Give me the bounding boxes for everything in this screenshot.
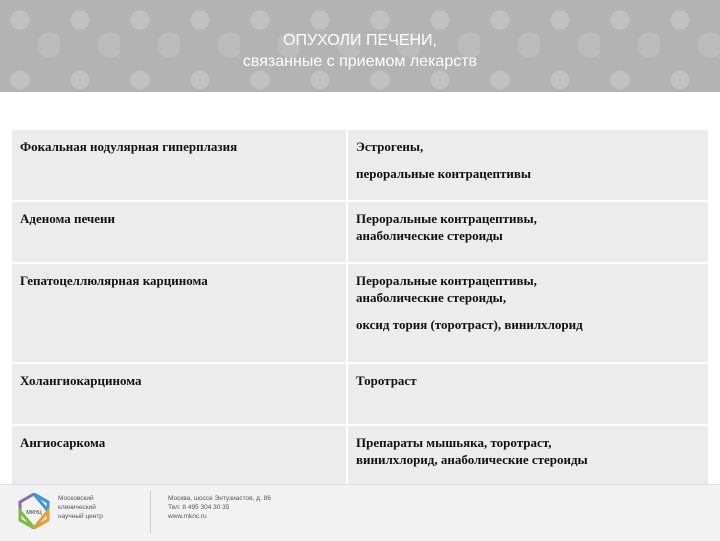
tumor-name: Гепатоцеллюлярная карцинома xyxy=(20,273,208,288)
tumor-cell xyxy=(12,364,346,424)
tumor-name: Фокальная нодулярная гиперплазия xyxy=(20,139,238,154)
cause-cell xyxy=(348,130,708,200)
tumor-name: Аденома печени xyxy=(20,211,116,226)
cause-line: винилхлорид, анаболические стероиды xyxy=(356,452,588,467)
org-line: научный центр xyxy=(58,513,103,520)
cause-line: Препараты мышьяка, торотраст, xyxy=(356,435,552,450)
contact-info xyxy=(168,494,271,521)
tumor-name: Ангиосаркома xyxy=(20,435,106,450)
cause-line: Эстрогены, xyxy=(356,139,424,154)
cause-cell xyxy=(348,364,708,424)
contact-website[interactable]: www.mknc.ru xyxy=(168,513,207,520)
cause-line: анаболические стероиды, xyxy=(356,290,507,305)
org-line: клинический xyxy=(58,504,96,511)
org-line: Московский xyxy=(58,495,94,502)
header-banner xyxy=(0,0,720,92)
footer-divider xyxy=(150,491,151,533)
cause-line: оксид тория (торотраст), винилхлорид xyxy=(356,317,583,332)
slide-title-line2: связанные с приемом лекарств xyxy=(242,53,478,70)
drug-tumor-table xyxy=(12,128,708,490)
table-row xyxy=(12,362,708,424)
tumor-cell xyxy=(12,426,346,490)
tumor-name: Холангиокарцинома xyxy=(20,373,142,388)
cause-cell xyxy=(348,202,708,262)
org-name xyxy=(58,494,103,521)
slide-title xyxy=(0,30,720,72)
cause-cell xyxy=(348,264,708,362)
table-row xyxy=(12,200,708,262)
cause-line: Торотраст xyxy=(356,373,417,388)
mknc-logo-icon xyxy=(18,493,50,529)
cause-line: Пероральные контрацептивы, xyxy=(356,273,537,288)
cause-line: Пероральные контрацептивы, xyxy=(356,211,537,226)
footer xyxy=(0,484,720,541)
table-row xyxy=(12,424,708,490)
tumor-cell xyxy=(12,264,346,362)
tumor-cell xyxy=(12,202,346,262)
table-row xyxy=(12,128,708,200)
slide-title-line1: ОПУХОЛИ ПЕЧЕНИ, xyxy=(283,32,437,49)
cause-line: анаболические стероиды xyxy=(356,228,503,243)
contact-phone: Тел: 8 495 304 30 35 xyxy=(168,504,230,511)
logo-text: мкнц xyxy=(26,509,42,516)
tumor-cell xyxy=(12,130,346,200)
contact-address: Москва, шоссе Энтузиастов, д. 86 xyxy=(168,495,271,502)
table-row xyxy=(12,262,708,362)
cause-cell xyxy=(348,426,708,490)
cause-line: пероральные контрацептивы xyxy=(356,166,532,181)
